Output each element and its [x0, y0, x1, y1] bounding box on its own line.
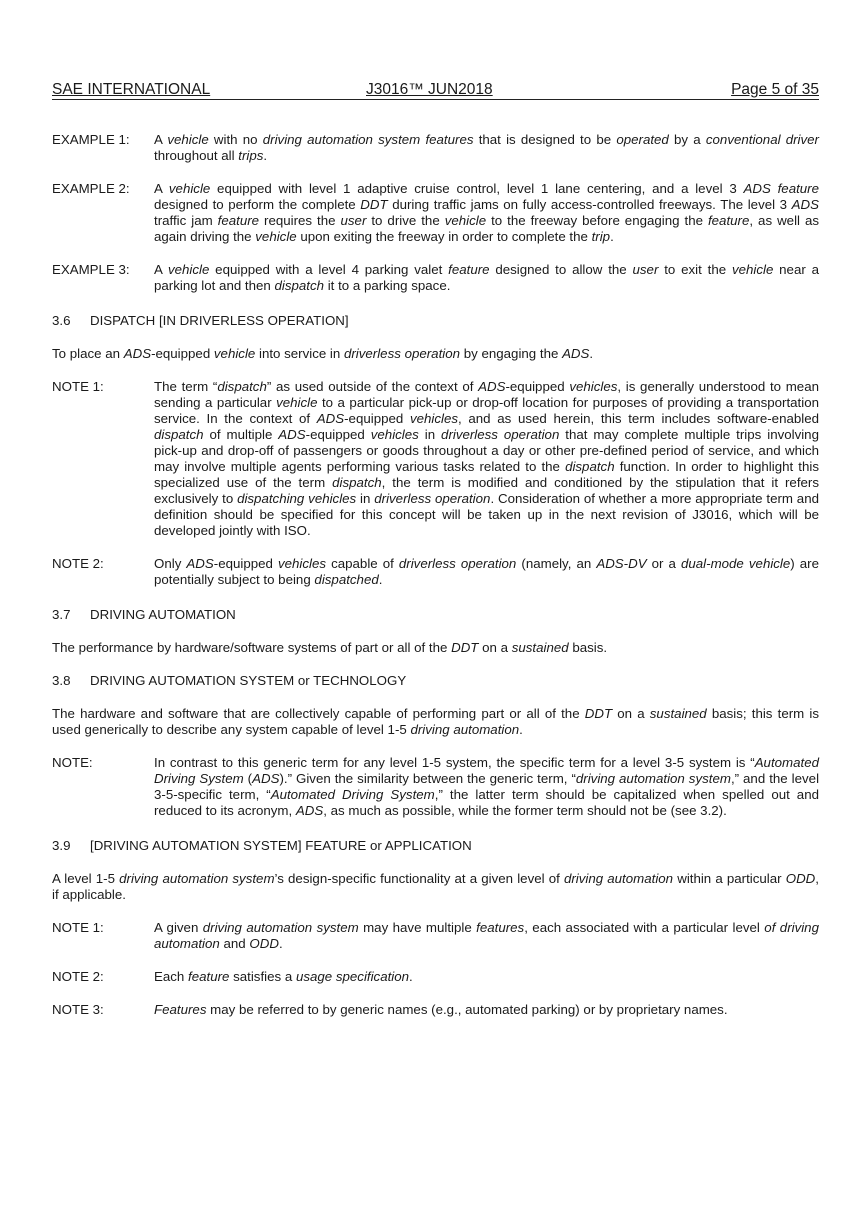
- section-title: DISPATCH [IN DRIVERLESS OPERATION]: [90, 313, 349, 328]
- section-number: 3.8: [52, 673, 71, 688]
- header-standard-id: J3016™ JUN2018: [366, 81, 493, 98]
- note-3-8: [52, 755, 819, 819]
- section-number: 3.6: [52, 313, 71, 328]
- example-text: A vehicle equipped with a level 4 parking valet feature designed to allow the user to exit the vehicle near a parking lot and then dispatch it to a parking space.: [154, 262, 819, 293]
- note-label: NOTE 1:: [52, 379, 104, 394]
- page: [52, 80, 819, 1018]
- note-text: Each feature satisfies a usage specification.: [154, 969, 413, 984]
- note-text: Only ADS-equipped vehicles capable of driverless operation (namely, an ADS-DV or a dual-mode vehicle) are potentially subject to being dispatched.: [154, 556, 820, 587]
- example-text: A vehicle equipped with level 1 adaptive cruise control, level 1 lane centering, and a level 3 ADS feature designed to perform the complete DDT during traffic jams on fully access-controlled freeways. The level 3 ADS traffic jam feature requires the user to drive the vehicle to the freeway before engaging the feature, as well as again driving the vehicle upon exiting the freeway in order to complete the trip.: [154, 181, 819, 244]
- header-page-number: Page 5 of 35: [731, 81, 819, 98]
- example-1: [52, 132, 819, 164]
- section-heading-3-7: [52, 607, 819, 623]
- definition-3-6: To place an ADS-equipped vehicle into service in driverless operation by engaging the ADS.: [52, 346, 594, 361]
- section-heading-3-8: [52, 673, 819, 689]
- section-heading-3-6: [52, 313, 819, 329]
- example-text: A vehicle with no driving automation system features that is designed to be operated by a conventional driver throughout all trips.: [154, 132, 819, 163]
- example-3: [52, 262, 819, 294]
- section-number: 3.9: [52, 838, 71, 853]
- note-label: NOTE 2:: [52, 556, 104, 571]
- section-heading-3-9: [52, 838, 819, 854]
- note-3-6-1: [52, 379, 819, 539]
- page-header: [52, 80, 819, 100]
- section-title: [DRIVING AUTOMATION SYSTEM] FEATURE or APPLICATION: [90, 838, 472, 853]
- note-label: NOTE 1:: [52, 920, 104, 935]
- example-label: EXAMPLE 3:: [52, 262, 130, 277]
- note-3-6-2: [52, 556, 819, 588]
- definition-3-7: The performance by hardware/software systems of part or all of the DDT on a sustained basis.: [52, 640, 608, 655]
- definition-3-9: A level 1-5 driving automation system’s design-specific functionality at a given level of driving automation within a particular ODD, if applicable.: [52, 871, 819, 902]
- note-text: A given driving automation system may have multiple features, each associated with a particular level of driving automation and ODD.: [154, 920, 819, 951]
- note-3-9-3: [52, 1002, 819, 1018]
- note-text: In contrast to this generic term for any level 1-5 system, the specific term for a level 3-5 system is “Automated Driving System (ADS).” Given the similarity between the generic term, “driving automation system,” and the level 3-5-specific term, “Automated Driving System,” the latter term should be capitalized when spelled out and reduced to its acronym, ADS, as much as possible, while the former term should not be (see 3.2).: [154, 755, 820, 818]
- example-2: [52, 181, 819, 245]
- definition-3-8: The hardware and software that are collectively capable of performing part or all of the DDT on a sustained basis; this term is used generically to describe any system capable of level 1-5 driving automation.: [52, 706, 819, 737]
- note-text: The term “dispatch” as used outside of the context of ADS-equipped vehicles, is generally understood to mean sending a particular vehicle to a particular pick-up or drop-off location for purposes of providing a transportation service. In the context of ADS-equipped vehicles, and as used herein, this term includes software-enabled dispatch of multiple ADS-equipped vehicles in driverless operation that may complete multiple trips involving pick-up and drop-off of passengers or goods throughout a day or other pre-defined period of service, and which may involve multiple agents performing various tasks related to the dispatch function. In order to highlight this specialized use of the term dispatch, the term is modified and conditioned by the stipulation that it refers exclusively to dispatching vehicles in driverless operation. Consideration of whether a more appropriate term and definition should be specified for this concept will be taken up in the next revision of J3016, which will be developed jointly with ISO.: [154, 379, 819, 538]
- example-label: EXAMPLE 1:: [52, 132, 130, 147]
- example-label: EXAMPLE 2:: [52, 181, 130, 196]
- section-title: DRIVING AUTOMATION SYSTEM or TECHNOLOGY: [90, 673, 407, 688]
- note-label: NOTE 3:: [52, 1002, 104, 1017]
- header-organization: SAE INTERNATIONAL: [52, 81, 211, 98]
- note-label: NOTE 2:: [52, 969, 104, 984]
- note-label: NOTE:: [52, 755, 93, 770]
- note-3-9-1: [52, 920, 819, 952]
- note-text: Features may be referred to by generic names (e.g., automated parking) or by proprietary names.: [154, 1002, 728, 1017]
- section-title: DRIVING AUTOMATION: [90, 607, 236, 622]
- section-number: 3.7: [52, 607, 71, 622]
- note-3-9-2: [52, 969, 819, 985]
